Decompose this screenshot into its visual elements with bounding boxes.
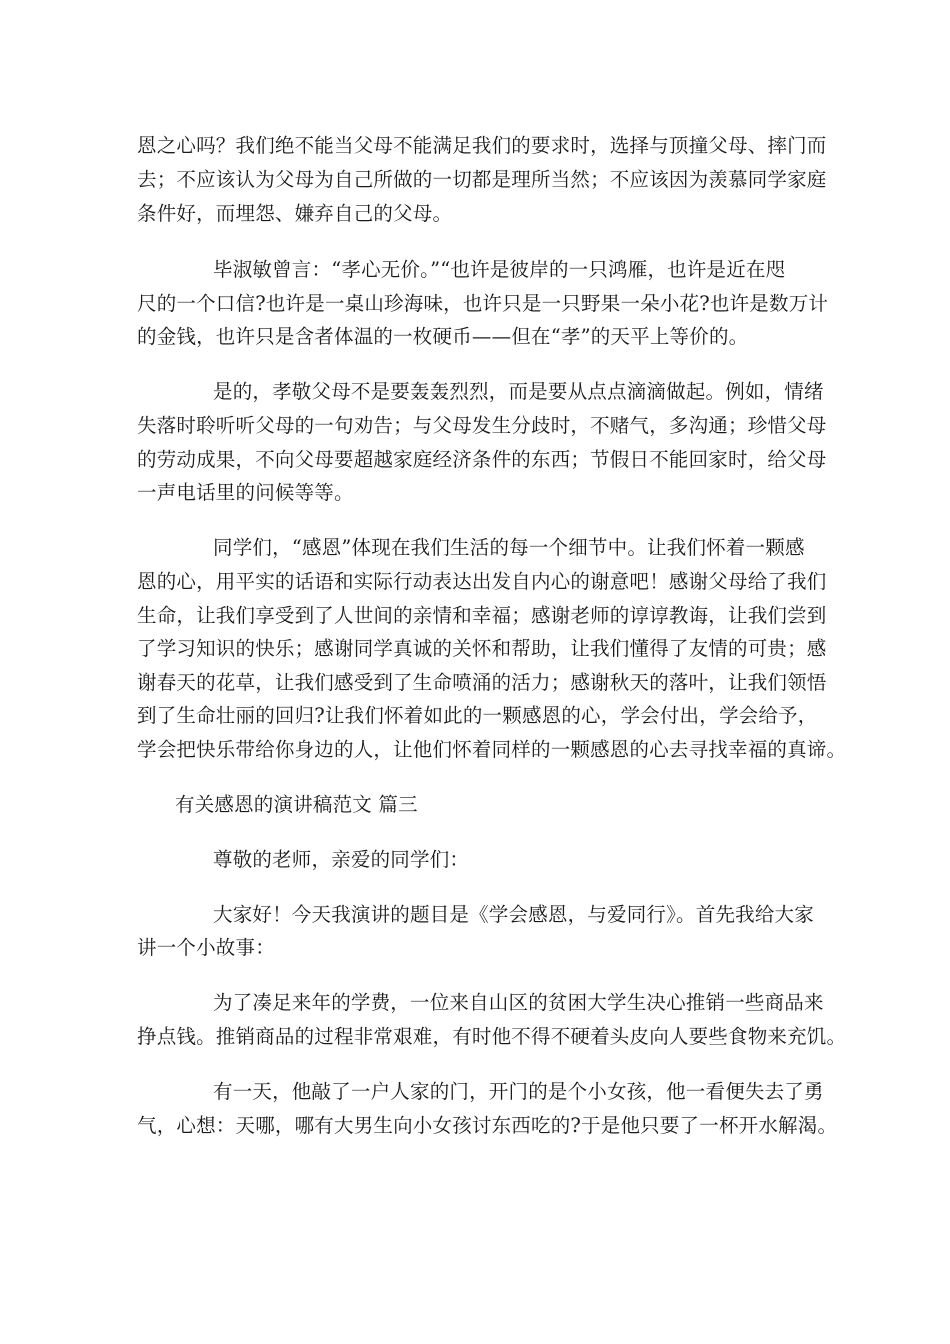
text-line: 毕淑敏曾言：“孝心无价。”“也许是彼岸的一只鸿雁，也许是近在咫: [213, 258, 786, 281]
text-line: 大家好！今天我演讲的题目是《学会感恩，与爱同行》。首先我给大家: [213, 903, 814, 926]
text-line: 是的，孝敬父母不是要轰轰烈烈，而是要从点点滴滴做起。例如，情绪: [213, 380, 824, 403]
text-line: 学会把快乐带给你身边的人，让他们怀着同样的一颗感恩的心去寻找幸福的真谛。: [137, 738, 847, 761]
text-line: 恩的心，用平实的话语和实际行动表达出发自内心的谢意吧！感谢父母给了我们: [137, 570, 827, 593]
text-line: 为了凑足来年的学费，一位来自山区的贫困大学生决心推销一些商品来: [213, 991, 824, 1014]
text-line: 到了生命壮丽的回归?让我们怀着如此的一颗感恩的心，学会付出，学会给予，: [137, 704, 818, 727]
text-line: 失落时聆听听父母的一句劝告；与父母发生分歧时，不赌气，多沟通；珍惜父母: [137, 414, 827, 437]
text-line: 讲一个小故事：: [137, 936, 275, 959]
text-line: 有一天，他敲了一户人家的门，开门的是个小女孩，他一看便失去了勇: [213, 1080, 824, 1103]
text-line: 了学习知识的快乐；感谢同学真诚的关怀和帮助，让我们懂得了友情的可贵；感: [137, 637, 827, 660]
text-line: 气，心想：天哪，哪有大男生向小女孩讨东西吃的?于是他只要了一杯开水解渴。: [137, 1114, 838, 1137]
text-line: 的金钱，也许只是含者体温的一枚硬币——但在“孝”的天平上等价的。: [137, 325, 749, 348]
text-line: 挣点钱。推销商品的过程非常艰难，有时他不得不硬着头皮向人要些食物来充饥。: [137, 1025, 847, 1048]
text-line: 一声电话里的问候等等。: [137, 481, 354, 504]
text-line: 尊敬的老师，亲爱的同学们：: [213, 848, 470, 871]
text-line: 条件好，而埋怨、嫌弃自己的父母。: [137, 202, 453, 225]
text-line: 谢春天的花草，让我们感受到了生命喷涌的活力；感谢秋天的落叶，让我们领悟: [137, 671, 827, 694]
text-line: 的劳动成果，不向父母要超越家庭经济条件的东西；节假日不能回家时，给父母: [137, 448, 827, 471]
text-line: 去；不应该认为父母为自己所做的一切都是理所当然；不应该因为羡慕同学家庭: [137, 168, 827, 191]
text-line: 尺的一个口信?也许是一桌山珍海味，也许只是一只野果一朵小花?也许是数万计: [137, 292, 829, 315]
text-line: 同学们，“感恩”体现在我们生活的每一个细节中。让我们怀着一颗感: [213, 536, 805, 559]
text-line: 恩之心吗？我们绝不能当父母不能满足我们的要求时，选择与顶撞父母、摔门而: [137, 134, 827, 157]
text-line: 生命，让我们享受到了人世间的亲情和幸福；感谢老师的谆谆教诲，让我们尝到: [137, 604, 827, 627]
section-heading: 有关感恩的演讲稿范文 篇三: [175, 793, 418, 816]
